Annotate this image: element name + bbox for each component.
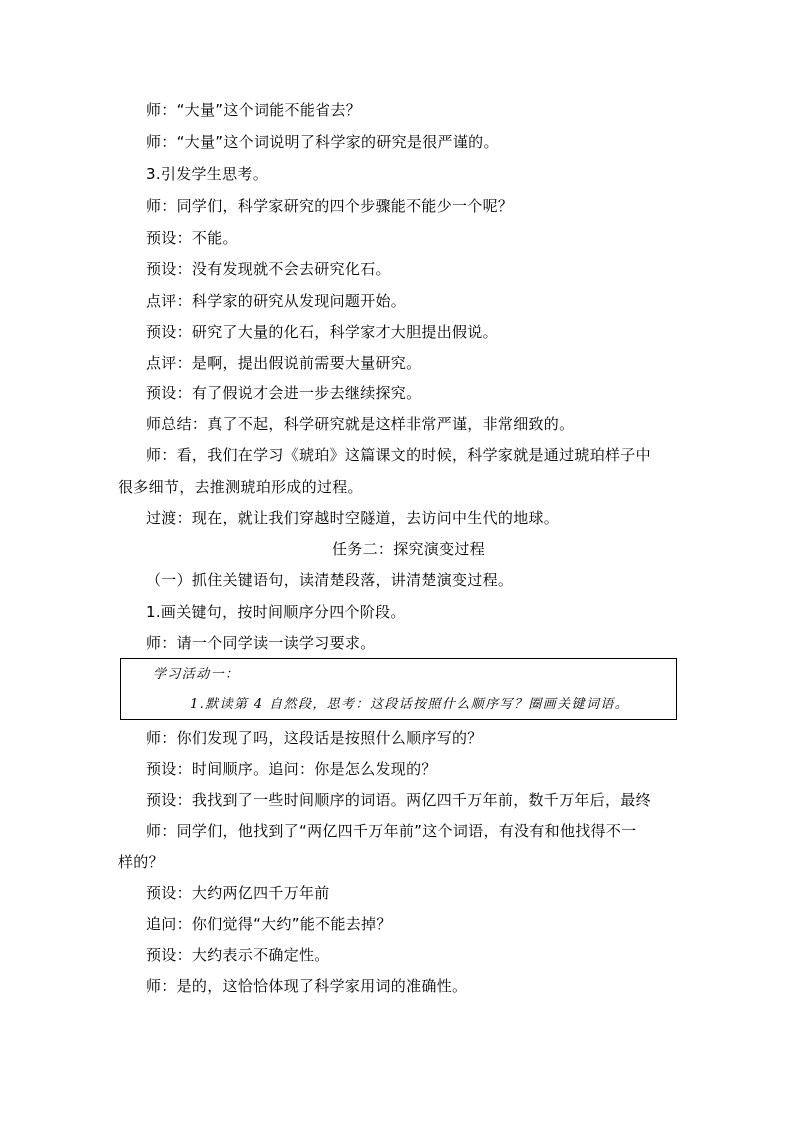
section-heading: 任务二：探究演变过程 [332,540,486,558]
learning-activity-box [120,658,677,720]
text-line: 师：同学们，他找到了“两亿四千万年前”这个词语，有没有和他找得不一 [146,822,637,840]
text-line: 师：“大量”这个词能不能省去？ [146,101,362,119]
text-line: 预设：大约两亿四千万年前 [146,884,330,902]
activity-item: 1.默读第 4 自然段，思考：这段话按照什么顺序写？圈画关键词语。 [190,697,630,712]
text-line: 师：请一个同学读一读学习要求。 [146,634,376,652]
text-line: 师总结：真了不起，科学研究就是这样非常严谨，非常细致的。 [146,415,575,433]
text-line: 师：是的，这恰恰体现了科学家用词的准确性。 [146,977,468,995]
text-line: 预设：我找到了一些时间顺序的词语。两亿四千万年前，数千万年后，最终 [146,791,651,809]
text-line: 师：“大量”这个词说明了科学家的研究是很严谨的。 [146,133,499,151]
text-line: 师：你们发现了吗，这段话是按照什么顺序写的？ [146,729,483,747]
text-line: 预设：有了假说才会进一步去继续探究。 [146,384,422,402]
activity-title: 学习活动一： [153,667,240,682]
text-line: 3.引发学生思考。 [146,165,269,183]
text-line: 预设：不能。 [146,229,238,247]
text-line: 预设：大约表示不确定性。 [146,946,330,964]
text-line: 点评：是啊，提出假说前需要大量研究。 [146,354,422,372]
text-line: 过渡：现在，就让我们穿越时空隧道，去访问中生代的地球。 [146,509,560,527]
text-line: 预设：时间顺序。追问：你是怎么发现的？ [146,760,437,778]
text-line: （一）抓住关键语句，读清楚段落，讲清楚演变过程。 [146,571,514,589]
text-line: 样的？ [118,853,164,871]
text-line: 师：同学们，科学家研究的四个步骤能不能少一个呢？ [146,197,514,215]
text-line: 很多细节，去推测琥珀形成的过程。 [118,478,363,496]
text-line: 预设：研究了大量的化石，科学家才大胆提出假说。 [146,323,498,341]
text-line: 追问：你们觉得“大约”能不能去掉？ [146,915,392,933]
text-line: 预设：没有发现就不会去研究化石。 [146,260,391,278]
text-line: 1.画关键句，按时间顺序分四个阶段。 [146,603,406,621]
text-line: 点评：科学家的研究从发现问题开始。 [146,292,407,310]
text-line: 师：看，我们在学习《琥珀》这篇课文的时候，科学家就是通过琥珀样子中 [146,446,651,464]
